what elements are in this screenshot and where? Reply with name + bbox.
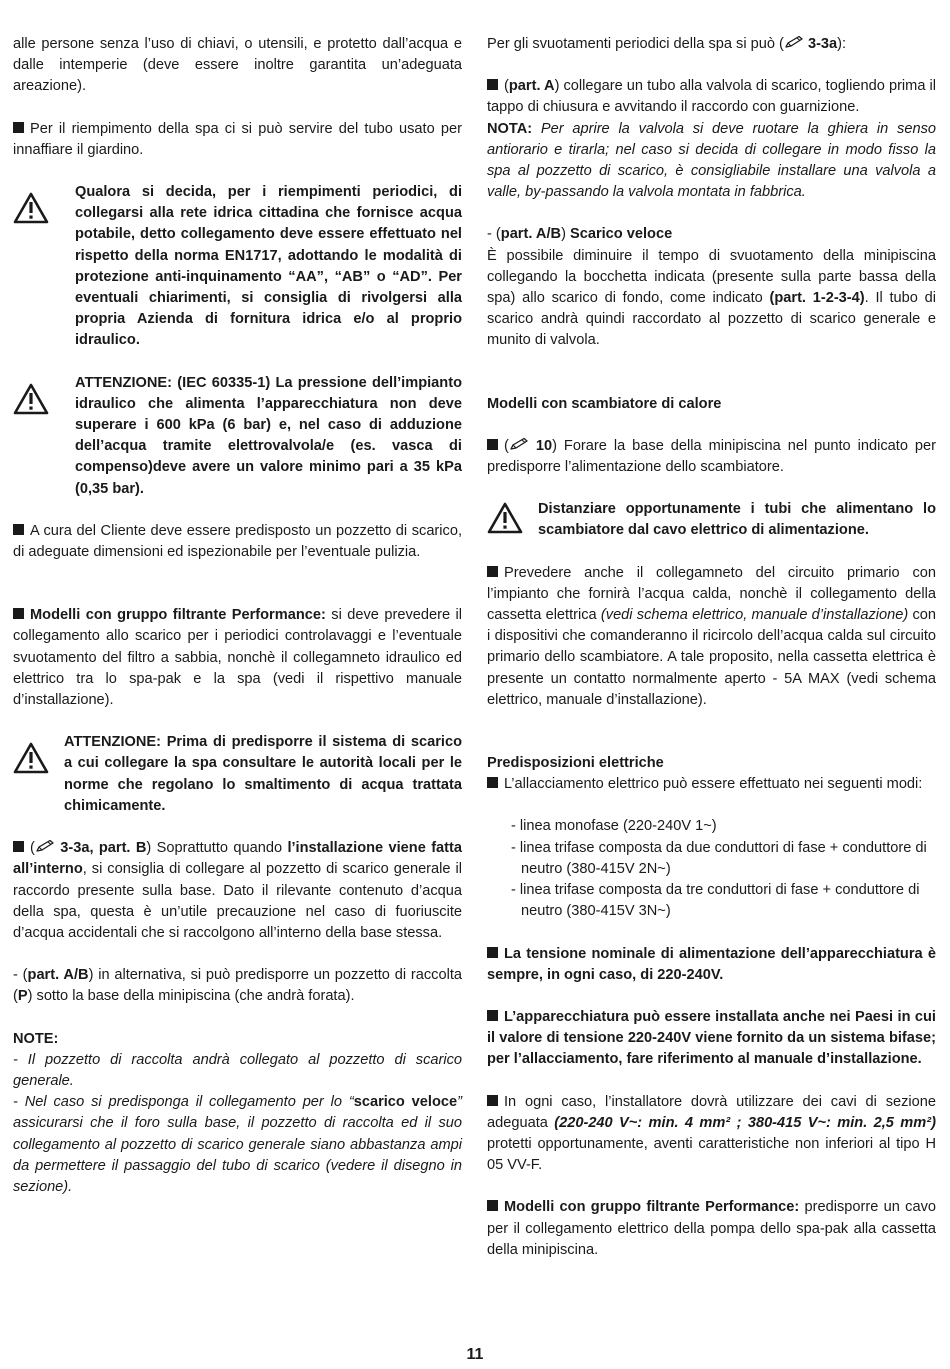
warning-triangle-icon xyxy=(487,502,523,534)
drain-valve-paragraph: (part. A) collegare un tubo alla valvola di scarico, togliendo prima il tappo di chiusura e avvitando il raccordo con guarnizione. xyxy=(487,78,936,116)
electrical-intro: L’allacciamento elettrico può essere effettuato nei seguenti modi: xyxy=(487,774,936,795)
bullet-square-icon xyxy=(13,608,24,619)
warning-triangle-icon xyxy=(13,742,49,774)
nominal-voltage-paragraph: La tensione nominale di alimentazione dell’apparecchiatura è sempre, in ogni caso, di 220-240V. xyxy=(487,945,936,983)
page-number: 11 xyxy=(466,1346,484,1363)
bullet-square-icon xyxy=(13,524,24,535)
valve-note: NOTA: Per aprire la valvola si deve ruotare la ghiera in senso antiorario e tirarla; nel caso si decida di collegare in modo fisso la spa al pozzetto di scarico, è consigliabile installare una valvola a valle, by-passando la valvola montata in fabbrica. xyxy=(487,120,936,201)
warning-triangle-icon xyxy=(13,192,49,224)
cable-section-paragraph: In ogni caso, l’installatore dovrà utilizzare dei cavi di sezione adeguata (220-240 V~: min. 4 mm² ; 380-415 V~: min. 2,5 mm²) protetti opportunamente, aventi caratteristiche non inferiori al tipo H 05 VV-F. xyxy=(487,1093,936,1174)
bullet-square-icon xyxy=(13,122,24,133)
notes-heading: NOTE: xyxy=(13,1030,59,1047)
bullet-square-icon xyxy=(487,1200,498,1211)
warning-text: ATTENZIONE: (IEC 60335-1) La pressione dell’impianto idraulico che alimenta l’apparecchiatura non deve superare i 600 kPa (6 bar) e, nel caso di adduzione dell’acqua tramite elettrovalvola/e (es. vasca di compenso)deve avere un valore minimo pari a 35 kPa (0,35 bar). xyxy=(75,374,462,497)
filling-paragraph: Per il riempimento della spa ci si può servire del tubo usato per innaffiare il giardino. xyxy=(13,120,462,158)
drain-well-paragraph: A cura del Cliente deve essere predisposto un pozzetto di scarico, di adeguate dimensioni ed ispezionabile per l’eventuale pulizia. xyxy=(13,522,462,561)
two-phase-paragraph: L’apparecchiatura può essere installata anche nei Paesi in cui il valore di tensione 220-240V viene fornito da un sistema bifase; per l’allacciamento, fare riferimento al manuale d’installazione. xyxy=(487,1008,936,1068)
pencil-reference-icon xyxy=(509,437,529,451)
warning-pressure xyxy=(13,373,462,500)
performance-filter-paragraph: Modelli con gruppo filtrante Performance: si deve prevedere il collegamento allo scarico per i periodici controlavaggi e l’eventuale svuotamento del filtro a sabbia, nonchè il collegamneto idraulico ed elettrico tra lo spa-pak e la spa (vedi il rispettivo manuale d’installazione). xyxy=(13,607,463,709)
note-item: - Nel caso si predisponga il collegamento per lo “scarico veloce” assicurarsi che il foro sulla base, il pozzetto di raccolta ed il suo collegamento al pozzetto di scarico generale siano abbastanza ampi da permettere il passaggio del tubo di scarico (vedere il disegno in sezione). xyxy=(13,1094,462,1195)
bullet-square-icon xyxy=(487,1095,498,1106)
section-heading-electrical: Predisposizioni elettriche xyxy=(487,755,664,772)
performance-cable-paragraph: Modelli con gruppo filtrante Performance: predisporre un cavo per il collegamento elettrico della pompa dello spa-pak alla cassetta della minipiscina. xyxy=(487,1199,936,1258)
periodic-drain-intro: Per gli svuotamenti periodici della spa si può ( 3-3a): xyxy=(487,36,847,52)
list-item: - linea monofase (220-240V 1~) xyxy=(511,818,717,835)
left-column xyxy=(13,34,462,1198)
exchanger-drill-paragraph: ( 10) Forare la base della minipiscina nel punto indicato per predisporre l’alimentazione dello scambiatore. xyxy=(487,437,936,476)
fast-drain-heading: - (part. A/B) Scarico veloce xyxy=(487,226,673,243)
collection-well-paragraph: - (part. A/B) in alternativa, si può predisporre un pozzetto di raccolta (P) sotto la base della minipiscina (che andrà forata). xyxy=(13,967,462,1005)
pencil-reference-icon xyxy=(35,839,55,853)
pencil-reference-icon xyxy=(784,35,804,49)
bullet-square-icon xyxy=(487,947,498,958)
list-item: - linea trifase composta da due conduttori di fase + conduttore di neutro (380-415V 2N~) xyxy=(511,839,927,877)
right-column xyxy=(487,34,936,1261)
warning-text: Distanziare opportunamente i tubi che alimentano lo scambiatore dal cavo elettrico di alimentazione. xyxy=(538,501,936,539)
warning-local-authorities xyxy=(13,732,462,817)
section-heading-heat-exchanger: Modelli con scambiatore di calore xyxy=(487,395,722,412)
warning-text: Qualora si decida, per i riempimenti periodici, di collegarsi alla rete idrica cittadina che fornisce acqua potabile, detto collegamento deve essere effettuato nel rispetto della norma EN1717, adottando le modalità di protezione anti-inquinamento “AA”, “AB” o “AD”. Per eventuali chiarimenti, si consiglia di rivolgersi alla propria Azienda di fornitura idrica e/o al proprio idraulico. xyxy=(75,184,462,349)
warning-water-network xyxy=(13,182,462,352)
fast-drain-paragraph: È possibile diminuire il tempo di svuotamento della minipiscina collegando la bocchetta indicata (presente sulla parte bassa della spa) allo scarico di fondo, come indicato (part. 1-2-3-4). Il tubo di scarico andrà quindi raccordato al pozzetto di scarico generale e munito di valvola. xyxy=(487,247,936,349)
bullet-square-icon xyxy=(487,79,498,90)
warning-text: ATTENZIONE: Prima di predisporre il sistema di scarico a cui collegare la spa consultare le autorità locali per le norme che regolano lo smaltimento di acqua trattata chimicamente. xyxy=(64,734,462,814)
bullet-square-icon xyxy=(487,1010,498,1021)
bullet-square-icon xyxy=(487,777,498,788)
warning-triangle-icon xyxy=(13,383,49,415)
indoor-install-paragraph: ( 3-3a, part. B) Soprattutto quando l’installazione viene fatta all’interno, si consiglia di collegare al pozzetto di scarico generale il raccordo presente sulla base. Dato il rilevante contenuto d’acqua della spa, questa è un’utile precauzione nel caso di fuoriuscite d’acqua accidentali che si raccolgono all’interno della base stessa. xyxy=(13,840,463,941)
bullet-square-icon xyxy=(487,439,498,450)
supply-line-list xyxy=(511,816,936,922)
primary-circuit-paragraph: Prevedere anche il collegamneto del circuito primario con l’impianto che fornirà l’acqua calda, nonchè il collegamento della cassetta elettrica (vedi schema elettrico, manuale d’installazione) con i dispositivi che comanderanno il ricircolo dell’acqua calda sul circuito primario dello scambiatore. A tale proposito, nella cassetta elettrica è presente un contatto normalmente aperto - 5A MAX (vedi schema elettrico, manuale d’installazione). xyxy=(487,564,936,708)
note-item: - Il pozzetto di raccolta andrà collegato al pozzetto di scarico generale. xyxy=(13,1051,462,1089)
bullet-square-icon xyxy=(13,841,24,852)
warning-cable-distance xyxy=(487,499,936,541)
intro-paragraph: alle persone senza l’uso di chiavi, o utensili, e protetto dall’acqua e dalle intemperie (deve essere inoltre garantita un’adeguata areazione). xyxy=(13,36,462,95)
list-item: - linea trifase composta da tre conduttori di fase + conduttore di neutro (380-415V 3N~) xyxy=(511,882,920,920)
bullet-square-icon xyxy=(487,566,498,577)
